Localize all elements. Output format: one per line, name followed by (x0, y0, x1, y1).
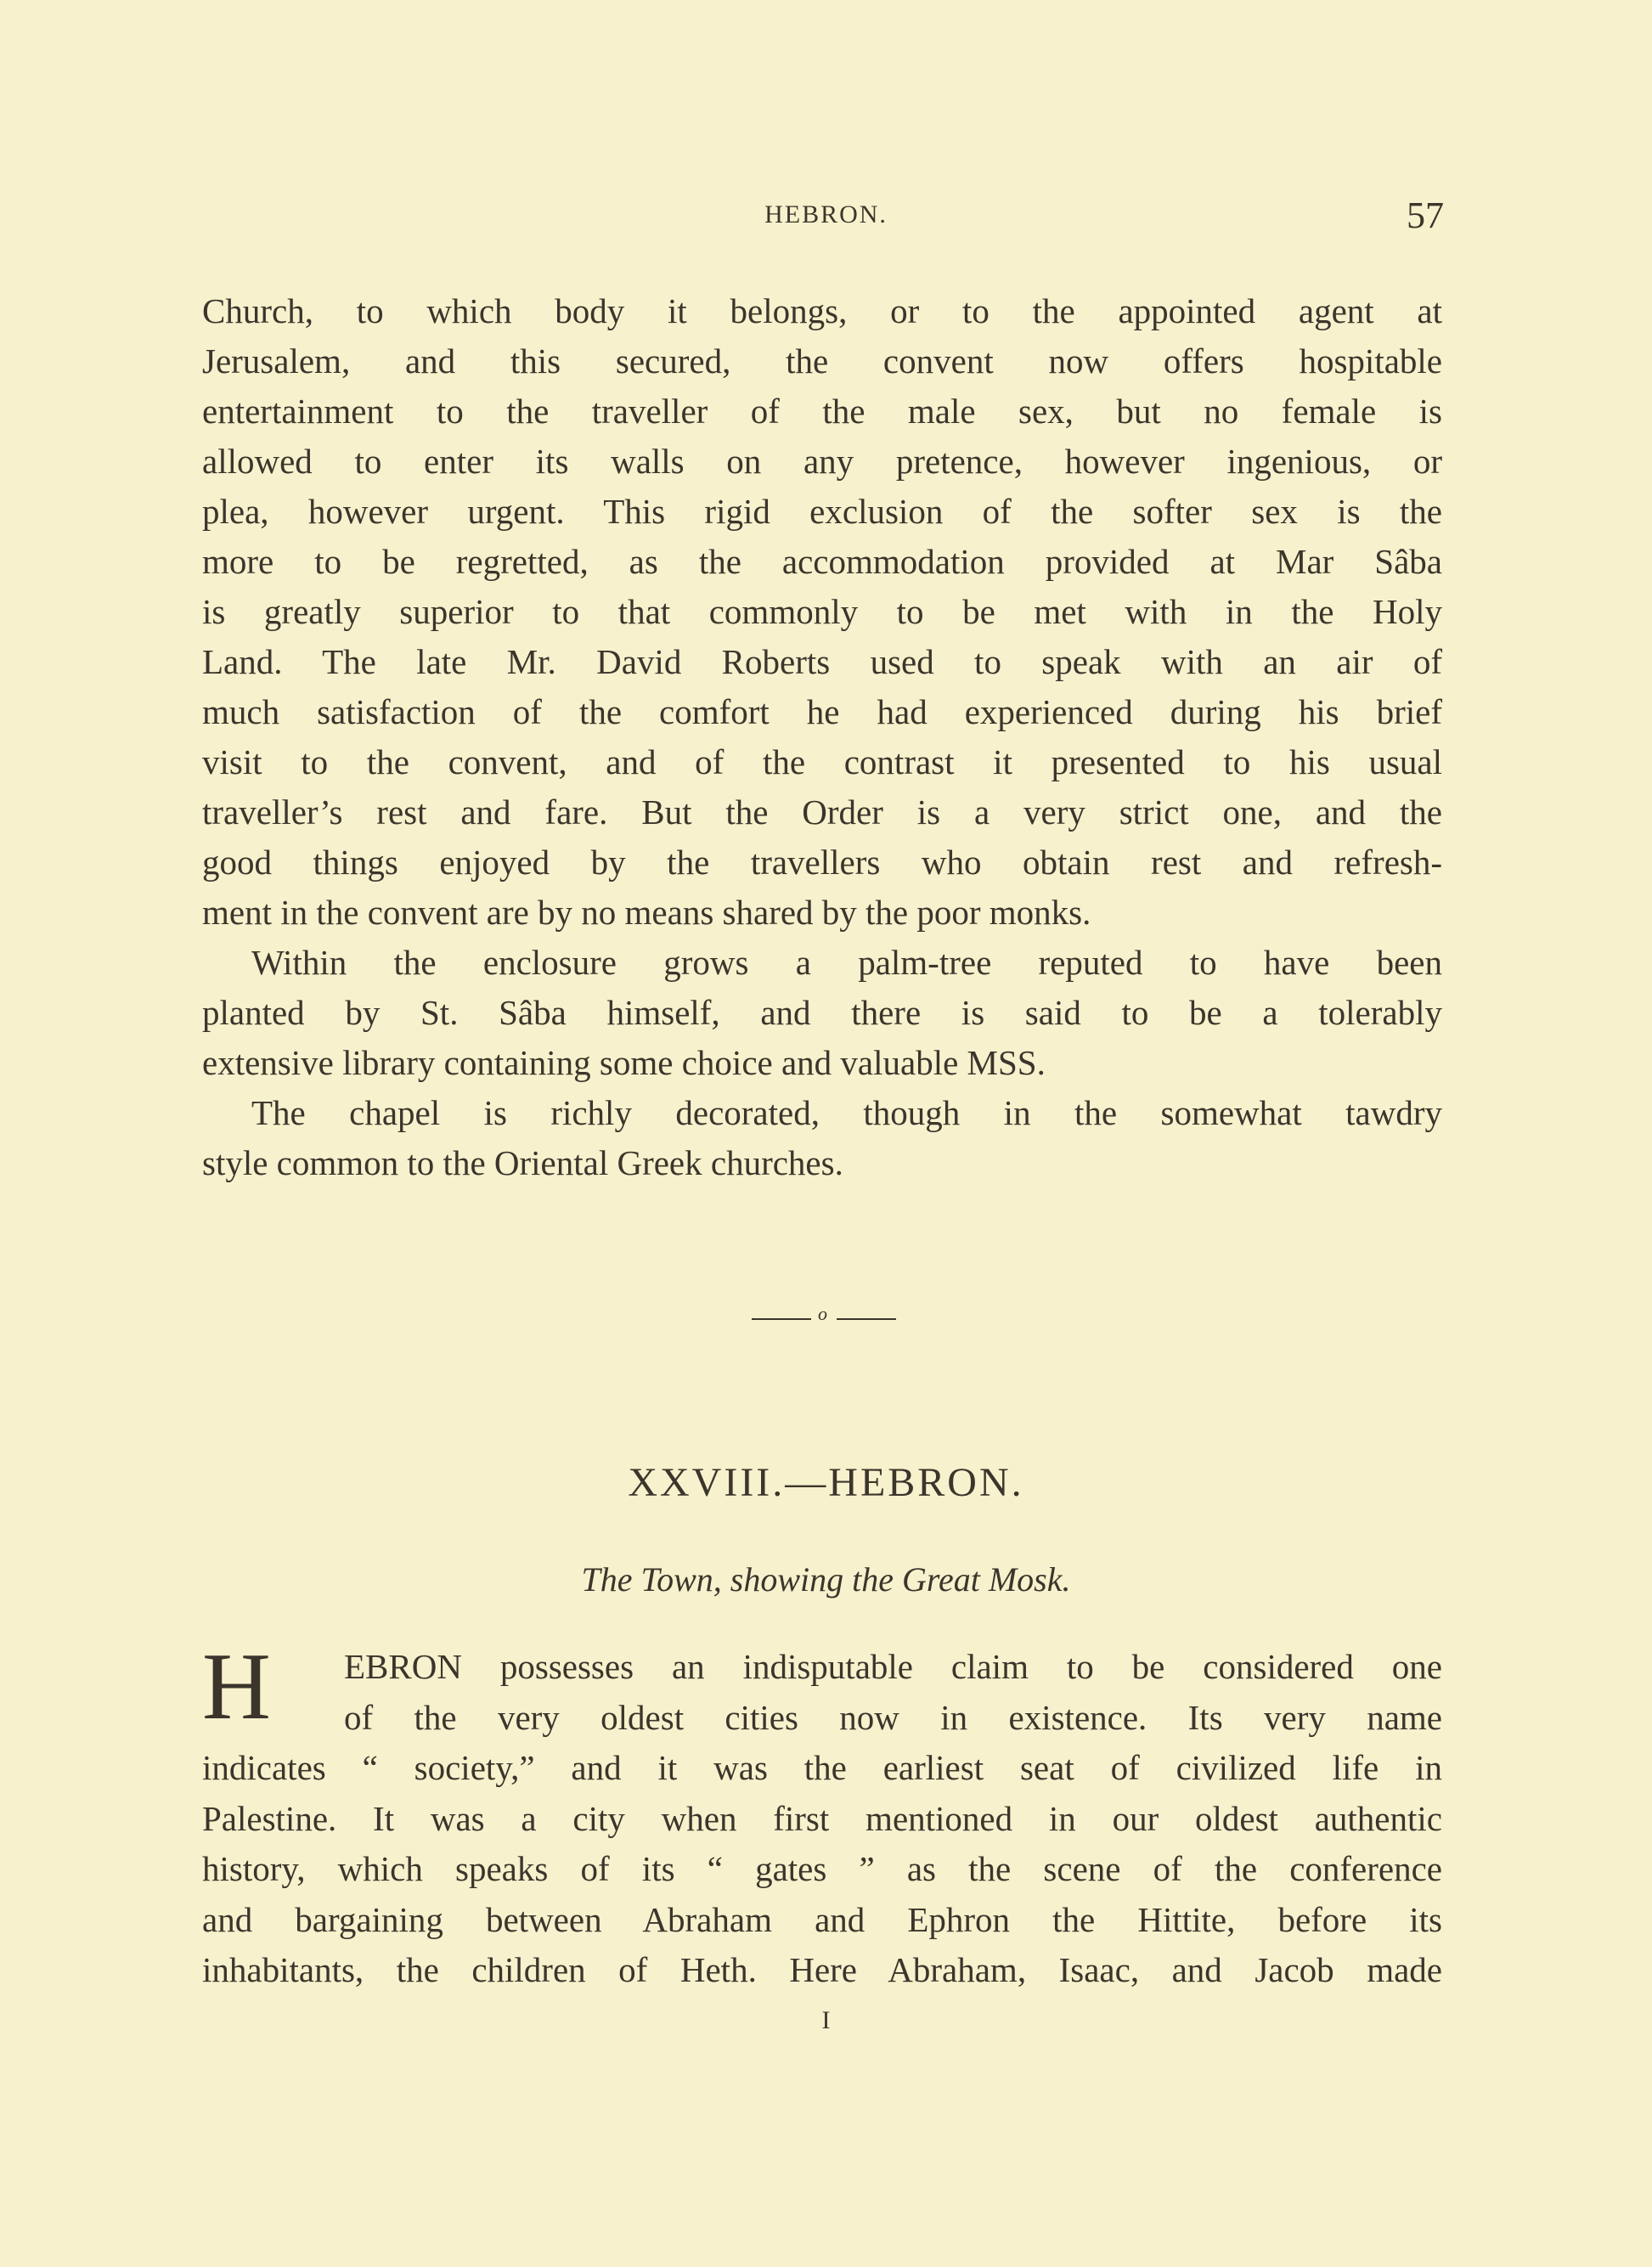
text-line: visit to the convent, and of the contrast it presented to his usual (202, 742, 1442, 781)
text-line: traveller’s rest and fare. But the Order is a very strict one, and the (202, 792, 1442, 832)
text-line: good things enjoyed by the travellers who obtain rest and refresh- (202, 843, 1442, 882)
text-line: Land. The late Mr. David Roberts used to speak with an air of (202, 642, 1442, 681)
text-line: The chapel is richly decorated, though in the somewhat tawdry (251, 1093, 1442, 1132)
page-number: 57 (1407, 195, 1444, 236)
section-separator (752, 1303, 901, 1328)
text-line: entertainment to the traveller of the male sex, but no female is (202, 392, 1442, 431)
text-line: inhabitants, the children of Heth. Here Abraham, Isaac, and Jacob made (202, 1950, 1442, 1989)
text-line: Within the enclosure grows a palm-tree reputed to have been (251, 943, 1442, 982)
text-line: of the very oldest cities now in existence. Its very name (344, 1697, 1442, 1737)
text-line: and bargaining between Abraham and Ephron the Hittite, before its (202, 1899, 1442, 1939)
text-line: is greatly superior to that commonly to be met with in the Holy (202, 592, 1442, 631)
text-line: style common to the Oriental Greek churches. (202, 1143, 843, 1182)
text-line: Palestine. It was a city when first mentioned in our oldest authentic (202, 1798, 1442, 1838)
text-line: plea, however urgent. This rigid exclusion of the softer sex is the (202, 492, 1442, 531)
text-line: much satisfaction of the comfort he had experienced during his brief (202, 692, 1442, 731)
section-title: XXVIII.—HEBRON. (628, 1460, 1024, 1505)
text-line: allowed to enter its walls on any pretence, however ingenious, or (202, 442, 1442, 481)
drop-cap: H (202, 1634, 271, 1740)
signature-mark: I (821, 2006, 831, 2034)
text-line: indicates “ society,” and it was the earliest seat of civilized life in (202, 1748, 1442, 1787)
text-line: Church, to which body it belongs, or to the appointed agent at (202, 291, 1442, 330)
text-line: more to be regretted, as the accommodation provided at Mar Sâba (202, 542, 1442, 581)
text-line: extensive library containing some choice and valuable MSS. (202, 1043, 1046, 1082)
text-line: ment in the convent are by no means shared by the poor monks. (202, 893, 1091, 932)
text-line: EBRON possesses an indisputable claim to be considered one (344, 1647, 1442, 1686)
section-subtitle: The Town, showing the Great Mosk. (581, 1560, 1071, 1599)
text-line: Jerusalem, and this secured, the convent now offers hospitable (202, 341, 1442, 381)
running-head: HEBRON. (764, 200, 888, 228)
text-line: planted by St. Sâba himself, and there is said to be a tolerably (202, 993, 1442, 1032)
text-line: history, which speaks of its “ gates ” as the scene of the conference (202, 1849, 1442, 1888)
separator-glyph: o (818, 1303, 827, 1324)
